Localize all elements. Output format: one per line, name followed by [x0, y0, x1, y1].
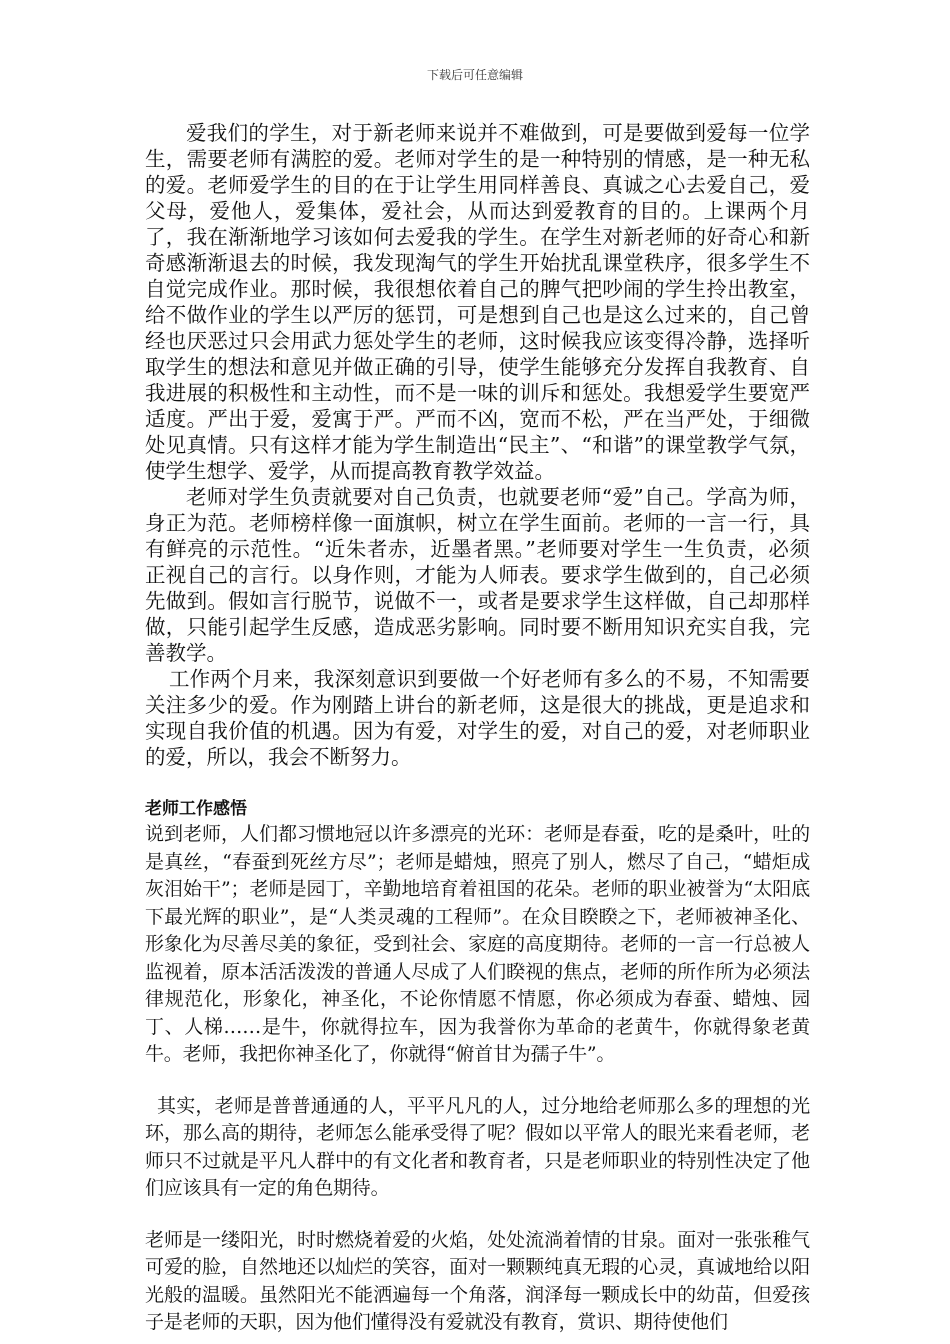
paragraph-teacher-halo: 说到老师，人们都习惯地冠以许多漂亮的光环：老师是春蚕，吃的是桑叶，吐的是真丝，“春蚕到死丝方尽”；老师是蜡烛，照亮了别人，燃尽了自己，“蜡炬成灰泪始干”；老师是园丁，辛勤地培育着祖国的花朵。老师的职业被誉为“太阳底下最光辉的职业”，是“人类灵魂的工程师”。在众目睽睽之下，老师被神圣化、形象化为尽善尽美的象征，受到社会、家庭的高度期待。老师的一言一行总被人监视着，原本活活泼泼的普通人尽成了人们睽视的焦点，老师的所作所为必须法律规范化，形象化，神圣化，不论你情愿不情愿，你必须成为春蚕、蜡烛、园丁、人梯……是牛，你就得拉车，因为我誉你为革命的老黄牛，你就得象老黄牛。老师，我把你神圣化了，你就得“俯首甘为孺子牛”。 — [145, 823, 810, 1065]
paragraph-ordinary-people: 其实，老师是普普通通的人，平平凡凡的人，过分地给老师那么多的理想的光环，那么高的期待，老师怎么能承受得了呢？假如以平常人的眼光来看老师，老师只不过就是平凡人群中的有文化者和教育者，只是老师职业的特别性决定了他们应该具有一定的角色期待。 — [145, 1094, 810, 1199]
page-header: 下载后可任意编辑 — [426, 68, 523, 82]
section-title: 老师工作感悟 — [145, 799, 247, 819]
paragraph-self-responsibility: 老师对学生负责就要对自己负责，也就要老师“爱”自己。学高为师，身正为范。老师榜样像一面旗帜，树立在学生面前。老师的一言一行，具有鲜亮的示范性。“近朱者赤，近墨者黑。”老师要对学生一生负责，必须正视自己的言行。以身作则，才能为人师表。要求学生做到的，自己必须先做到。假如言行脱节，说做不一，或者是要求学生这样做，自己却那样做，只能引起学生反感，造成恶劣影响。同时要不断用知识充实自我，完善教学。 — [145, 485, 810, 665]
paragraph-love-students: 爱我们的学生，对于新老师来说并不难做到，可是要做到爱每一位学生，需要老师有满腔的爱。老师对学生的是一种特别的情感，是一种无私的爱。老师爱学生的目的在于让学生用同样善良、真诚之心去爱自己，爱父母，爱他人，爱集体，爱社会，从而达到爱教育的目的。上课两个月了，我在渐渐地学习该如何去爱我的学生。在学生对新老师的好奇心和新奇感渐渐退去的时候，我发现淘气的学生开始扰乱课堂秩序，很多学生不自觉完成作业。那时候，我很想依着自己的脾气把吵闹的学生拎出教室，给不做作业的学生以严厉的惩罚，可是想到自己也是这么过来的，自己曾经也厌恶过只会用武力惩处学生的老师，这时候我应该变得冷静，选择听取学生的想法和意见并做正确的引导，使学生能够充分发挥自我教育、自我进展的积极性和主动性，而不是一味的训斥和惩处。我想爱学生要宽严适度。严出于爱，爱寓于严。严而不凶，宽而不松，严在当严处，于细微处见真情。只有这样才能为学生制造出“民主”、“和谐”的课堂教学气氛，使学生想学、爱学，从而提高教育教学效益。 — [145, 121, 810, 483]
paragraph-two-months: 工作两个月来，我深刻意识到要做一个好老师有多么的不易，不知需要关注多少的爱。作为刚踏上讲台的新老师，这是很大的挑战，更是追求和实现自我价值的机遇。因为有爱，对学生的爱，对自己的爱，对老师职业的爱，所以，我会不断努力。 — [145, 667, 810, 769]
paragraph-sunshine: 老师是一缕阳光，时时燃烧着爱的火焰，处处流淌着情的甘泉。面对一张张稚气可爱的脸，自然地还以灿烂的笑容，面对一颗颗纯真无瑕的心灵，真诚地给以阳光般的温暖。虽然阳光不能洒遍每一个角落，润泽每一颗成长中的幼苗，但爱孩子是老师的天职，因为他们懂得没有爱就没有教育，赏识、期待使他们 — [145, 1228, 810, 1333]
document-body — [145, 120, 810, 1337]
